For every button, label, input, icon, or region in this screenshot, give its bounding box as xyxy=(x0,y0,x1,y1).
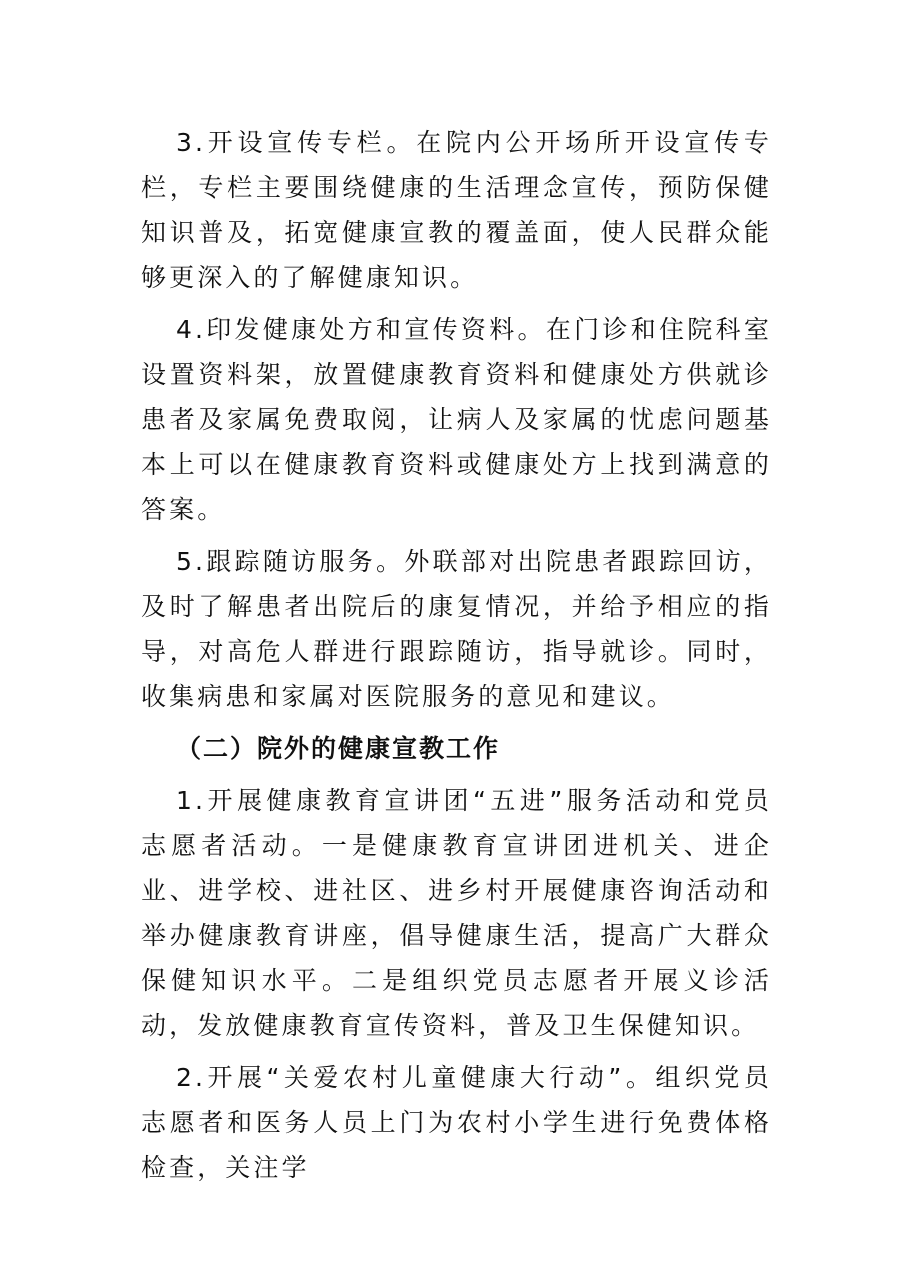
paragraph-promotion-column: 3.开设宣传专栏。在院内公开场所开设宣传专栏，专栏主要围绕健康的生活理念宣传，预防保健知识普及，拓宽健康宣教的覆盖面，使人民群众能够更深入的了解健康知识。 xyxy=(141,128,772,292)
paragraph-health-prescriptions: 4.印发健康处方和宣传资料。在门诊和住院科室设置资料架，放置健康教育资料和健康处方供就诊患者及家属免费取阅，让病人及家属的忧虑问题基本上可以在健康教育资料或健康处方上找到满意的答案。 xyxy=(141,315,772,524)
paragraph-five-entries-activity: 1.开展健康教育宣讲团“五进”服务活动和党员志愿者活动。一是健康教育宣讲团进机关、进企业、进学校、进社区、进乡村开展健康咨询活动和举办健康教育讲座，倡导健康生活，提高广大群众保健知识水平。二是组织党员志愿者开展义诊活动，发放健康教育宣传资料，普及卫生保健知识。 xyxy=(141,786,772,1040)
document-body xyxy=(141,120,772,1197)
section-heading: （二）院外的健康宣教工作 xyxy=(176,734,501,763)
paragraph-rural-children-health: 2.开展“关爱农村儿童健康大行动”。组织党员志愿者和医务人员上门为农村小学生进行免费体格检查，关注学 xyxy=(141,1063,772,1182)
paragraph-follow-up-service: 5.跟踪随访服务。外联部对出院患者跟踪回访，及时了解患者出院后的康复情况，并给予相应的指导，对高危人群进行跟踪随访，指导就诊。同时，收集病患和家属对医院服务的意见和建议。 xyxy=(141,547,772,711)
